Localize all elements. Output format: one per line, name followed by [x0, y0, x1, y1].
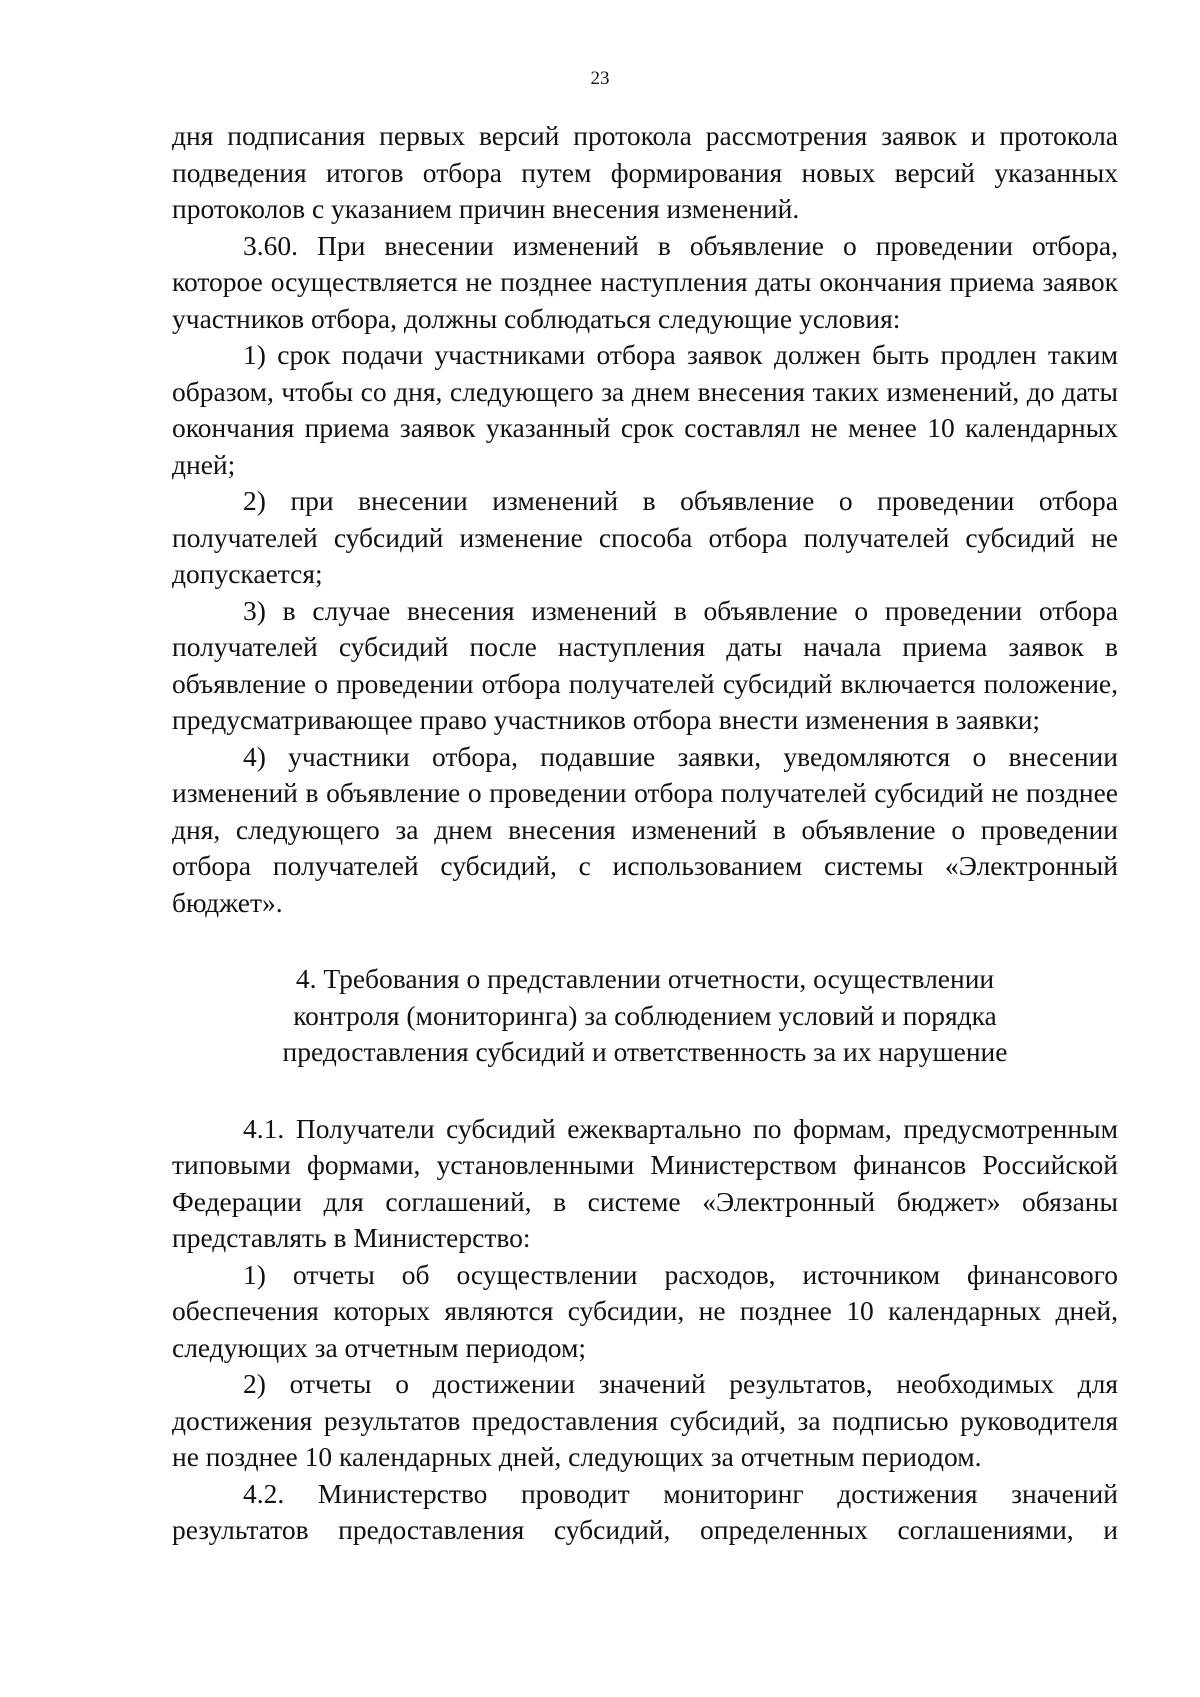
paragraph-3-60: 3.60. При внесении изменений в объявление о проведении отбора, которое осуществляется не позднее наступления даты окончания приема заявок участников отбора, должны соблюдаться следующие условия: — [172, 229, 1118, 334]
paragraph-continuation: дня подписания первых версий протокола рассмотрения заявок и протокола подведения итогов отбора путем формирования новых версий указанных протоколов с указанием причин внесения изменений. — [172, 120, 1118, 224]
list-item-3-60-2: 2) при внесении изменений в объявление о проведении отбора получателей субсидий изменение способа отбора получателей субсидий не допускается; — [172, 485, 1118, 589]
section-heading-line: предоставления субсидий и ответственность за их нарушение — [282, 1036, 1008, 1067]
page-number: 23 — [590, 68, 610, 89]
section-heading-line: 4. Требования о представлении отчетности, осуществлении — [295, 963, 995, 994]
paragraph-4-2: 4.2. Министерство проводит мониторинг достижения значений результатов предоставления субсидий, определенных соглашениями, и — [172, 1477, 1118, 1545]
list-item-3-60-4: 4) участники отбора, подавшие заявки, уведомляются о внесении изменений в объявление о проведении отбора получателей субсидий не позднее дня, следующего за днем внесения изменений в объявление о проведении отбора получателей субсидий, с использованием системы «Электронный бюджет». — [172, 740, 1118, 918]
list-item-3-60-3: 3) в случае внесения изменений в объявление о проведении отбора получателей субсидий после наступления даты начала приема заявок в объявление о проведении отбора получателей субсидий включается положение, предусматривающее право участников отбора внести изменения в заявки; — [172, 594, 1118, 735]
document-body — [172, 118, 1118, 1549]
section-heading-line: контроля (мониторинга) за соблюдением условий и порядка — [293, 999, 997, 1031]
list-item-4-1-2: 2) отчеты о достижении значений результатов, необходимых для достижения результатов предоставления субсидий, за подписью руководителя не позднее 10 календарных дней, следующих за отчетным периодом. — [172, 1368, 1118, 1472]
list-item-4-1-1: 1) отчеты об осуществлении расходов, источником финансового обеспечения которых являются субсидии, не позднее 10 календарных дней, следующих за отчетным периодом; — [172, 1258, 1118, 1363]
paragraph-4-1: 4.1. Получатели субсидий ежеквартально по формам, предусмотренным типовыми формами, установленными Министерством финансов Российской Федерации для соглашений, в системе «Электронный бюджет» обязаны представлять в Министерство: — [172, 1112, 1118, 1253]
section-heading-4 — [172, 961, 1118, 1071]
list-item-3-60-1: 1) срок подачи участниками отбора заявок должен быть продлен таким образом, чтобы со дня, следующего за днем внесения таких изменений, до даты окончания приема заявок указанный срок составлял не менее 10 календарных дней; — [172, 339, 1118, 480]
